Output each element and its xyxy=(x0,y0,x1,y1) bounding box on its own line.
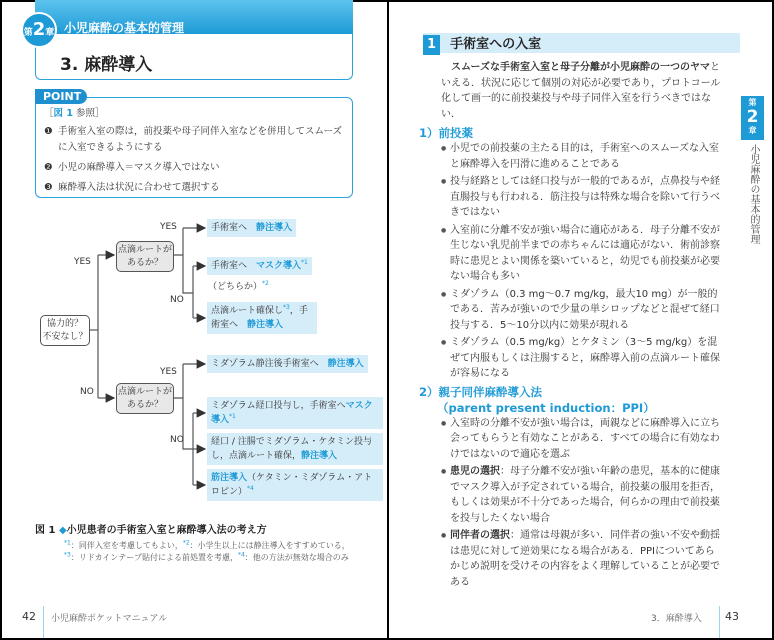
footer-divider xyxy=(43,606,44,638)
point-number: ❸ xyxy=(44,182,53,193)
footer-divider xyxy=(719,606,720,638)
note-text: ：小学生以上には静注導入をすすめている， xyxy=(189,541,350,550)
decision-iv-route-1: 点滴ルートが あるか？ xyxy=(116,241,174,272)
intro-bold: スムーズな手術室入室と母子分離が小児麻酔の一つのヤマ xyxy=(451,62,710,73)
label-no: NO xyxy=(80,387,94,397)
result-text: 手術室へ xyxy=(211,261,257,271)
side-tab-suffix: 章 xyxy=(748,126,757,135)
result-method: 静注導入 xyxy=(301,451,338,461)
either-text: （どちらか） xyxy=(208,282,263,292)
label-no: NO xyxy=(170,435,184,445)
section-number: 1 xyxy=(423,35,440,55)
label-yes: YES xyxy=(160,367,177,377)
figure-caption xyxy=(35,524,380,537)
note-text: ：同伴入室を考慮してもよい， xyxy=(70,541,183,550)
point-text: 麻酔導入法は状況に合わせて選択する xyxy=(58,182,220,193)
running-section: 3．麻酔導入 xyxy=(651,614,702,624)
ref-open: ［ xyxy=(44,108,54,119)
point-number: ❶ xyxy=(44,126,53,137)
note-mark: *4 xyxy=(237,551,245,559)
main-column xyxy=(419,60,721,592)
ref-rest: 参照］ xyxy=(72,108,105,119)
footnote-mark: *3 xyxy=(283,304,290,311)
side-chapter-tab[interactable] xyxy=(741,96,764,140)
section-heading xyxy=(423,33,740,53)
bullet-item: ● 投与経路としては経口投与が一般的であるが，点鼻投与や経直腸投与も行われる．筋注投与は特殊な場合を除いて行うべきではない xyxy=(419,174,721,221)
diamond-icon: ◆ xyxy=(58,525,67,536)
label-yes: YES xyxy=(74,257,91,267)
decision-cooperative: 協力的？ 不安なし？ xyxy=(40,315,90,346)
badge-prefix: 第 xyxy=(23,28,33,38)
intro-text: といえる．状況に応じて個別の対応が必要であり，プロトコール化して画一的に前投薬投与や母子同伴入室を行うべきではない． xyxy=(441,62,721,120)
result-box xyxy=(207,433,383,465)
subheading-premedication: 1）前投薬 xyxy=(419,126,474,140)
result-method: 静注導入 xyxy=(256,223,293,233)
ref-figure-link[interactable]: 図 1 xyxy=(53,108,73,119)
section-title: 手術室への入室 xyxy=(450,37,542,52)
connector xyxy=(174,228,193,293)
page-number: 43 xyxy=(725,610,739,623)
intro-paragraph xyxy=(419,60,721,122)
note-text: ：他の方法が無効な場合のみ xyxy=(244,553,349,562)
page-number: 42 xyxy=(22,610,36,623)
result-text: ，手術室へ xyxy=(211,306,308,330)
point-text: 手術室入室の際は，前投薬や母子同伴入室などを併用してスムーズに入室できるようにする xyxy=(58,126,343,153)
subheading-ppi-english: （parent present induction：PPI） xyxy=(437,400,655,415)
bullet-item xyxy=(419,528,721,590)
note-mark: *1 xyxy=(64,539,71,547)
result-text: 点滴ルート確保し xyxy=(211,306,284,316)
right-page xyxy=(389,2,772,638)
result-box xyxy=(207,257,312,275)
result-method: マスク導入 xyxy=(256,261,302,271)
left-page xyxy=(2,2,387,638)
result-text: 経口 / 注腸でミダゾラム・ケタミン投与し，点滴ルート確保， xyxy=(211,437,372,461)
note-mark: *3 xyxy=(64,551,71,559)
figure-number: 図 1 xyxy=(35,525,56,536)
result-box xyxy=(207,397,383,429)
side-tab-number: 2 xyxy=(746,107,759,127)
label-no: NO xyxy=(170,295,184,305)
result-method: マスク導入 xyxy=(211,401,373,425)
side-tab-prefix: 第 xyxy=(748,98,757,107)
bullet-text: 入室時の分離不安が強い場合は，両親などに麻酔導入に立ち会ってもらうと有効なことがある．すべての場合に有効なわけではないので適応を選ぶ xyxy=(450,417,720,460)
chapter-title: 小児麻酔の基本的管理 xyxy=(64,21,185,35)
figure-notes xyxy=(64,540,364,564)
caption-title: 小児患者の手術室入室と麻酔導入法の考え方 xyxy=(66,525,267,536)
side-tab-title: 小児麻酔の基本的管理 xyxy=(748,144,759,244)
subheading-ppi: 2）親子同伴麻酔導入法 xyxy=(419,384,543,399)
result-box xyxy=(207,469,383,501)
result-text: ミダゾラム経口投与し，手術室へ xyxy=(211,401,346,411)
bullet-text: ：母子分離不安が強い年齢の患児，基本的に健康でマスク導入が予定されている場合，前投薬の服用を拒否，もしくは効果が不十分であった場合，何らかの理由で前投薬を投与したくない場合 xyxy=(450,466,720,524)
result-text: 手術室へ xyxy=(211,223,257,233)
point-label: POINT xyxy=(35,89,87,104)
bullet-item xyxy=(419,416,721,463)
result-text: （ケタミン・ミダゾラム・アトロピン） xyxy=(211,473,373,497)
book-title: 小児麻酔ポケットマニュアル xyxy=(51,614,168,624)
footnote-mark: *1 xyxy=(229,413,236,420)
bullet-bold: 同伴者の選択 xyxy=(450,530,510,541)
bullet-text: ：通常は母親が多い．同伴者の強い不安や動揺は患児に対して逆効果になる場合がある．PPIについてあらかじめ説明を受けその内容をよく理解していることが必要である xyxy=(450,530,720,588)
point-text: 小児の麻酔導入＝マスク導入ではない xyxy=(58,162,220,173)
result-method: 静注導入 xyxy=(247,320,284,330)
decision-iv-route-2: 点滴ルートが あるか？ xyxy=(116,383,174,414)
footnote-mark: *4 xyxy=(247,485,254,492)
bullet-item: ● 小児での前投薬の主たる目的は，手術室へのスムーズな入室と麻酔導入を円滑に進めることである xyxy=(419,141,721,172)
badge-suffix: 章 xyxy=(45,28,55,38)
badge-number: 2 xyxy=(32,19,46,40)
footnote-mark: *1 xyxy=(301,259,308,266)
bullet-item: ● 入室前に分離不安が強い場合に適応がある．母子分離不安が生じない乳児前半までの赤ちゃんには適応がない．術前診察時に患児とよい関係を築いていると，幼児でも前投薬が必要ない場合も多い xyxy=(419,223,721,285)
result-box xyxy=(207,219,296,237)
footnote-mark: *2 xyxy=(262,280,269,287)
label-yes: YES xyxy=(160,222,177,232)
bullet-bold: 患児の選択 xyxy=(450,466,500,477)
bullet-item xyxy=(419,464,721,526)
result-box xyxy=(207,302,317,334)
note-text: ：リドカインテープ貼付による前処置を考慮， xyxy=(70,553,238,562)
page-title: 3. 麻酔導入 xyxy=(60,55,153,75)
point-number: ❷ xyxy=(44,162,53,173)
bullet-item: ● ミダゾラム（0.3 mg〜0.7 mg/kg，最大10 mg）が一般的である．苦みが強いので少量の単シロップなどと混ぜて経口投与する．5〜10分以内に効果が現れる xyxy=(419,287,721,334)
either-note xyxy=(208,282,269,293)
result-method: 筋注導入 xyxy=(211,473,248,483)
note-mark: *2 xyxy=(182,539,190,547)
bullet-item: ● ミダゾラム（0.5 mg/kg）とケタミン（3〜5 mg/kg）を混ぜて内服もしくは注腸すると，麻酔導入前の点滴ルート確保が容易になる xyxy=(419,335,721,382)
result-box xyxy=(207,355,368,373)
result-method: 静注導入 xyxy=(327,359,364,369)
result-text: ミダゾラム静注後手術室へ xyxy=(211,359,328,369)
